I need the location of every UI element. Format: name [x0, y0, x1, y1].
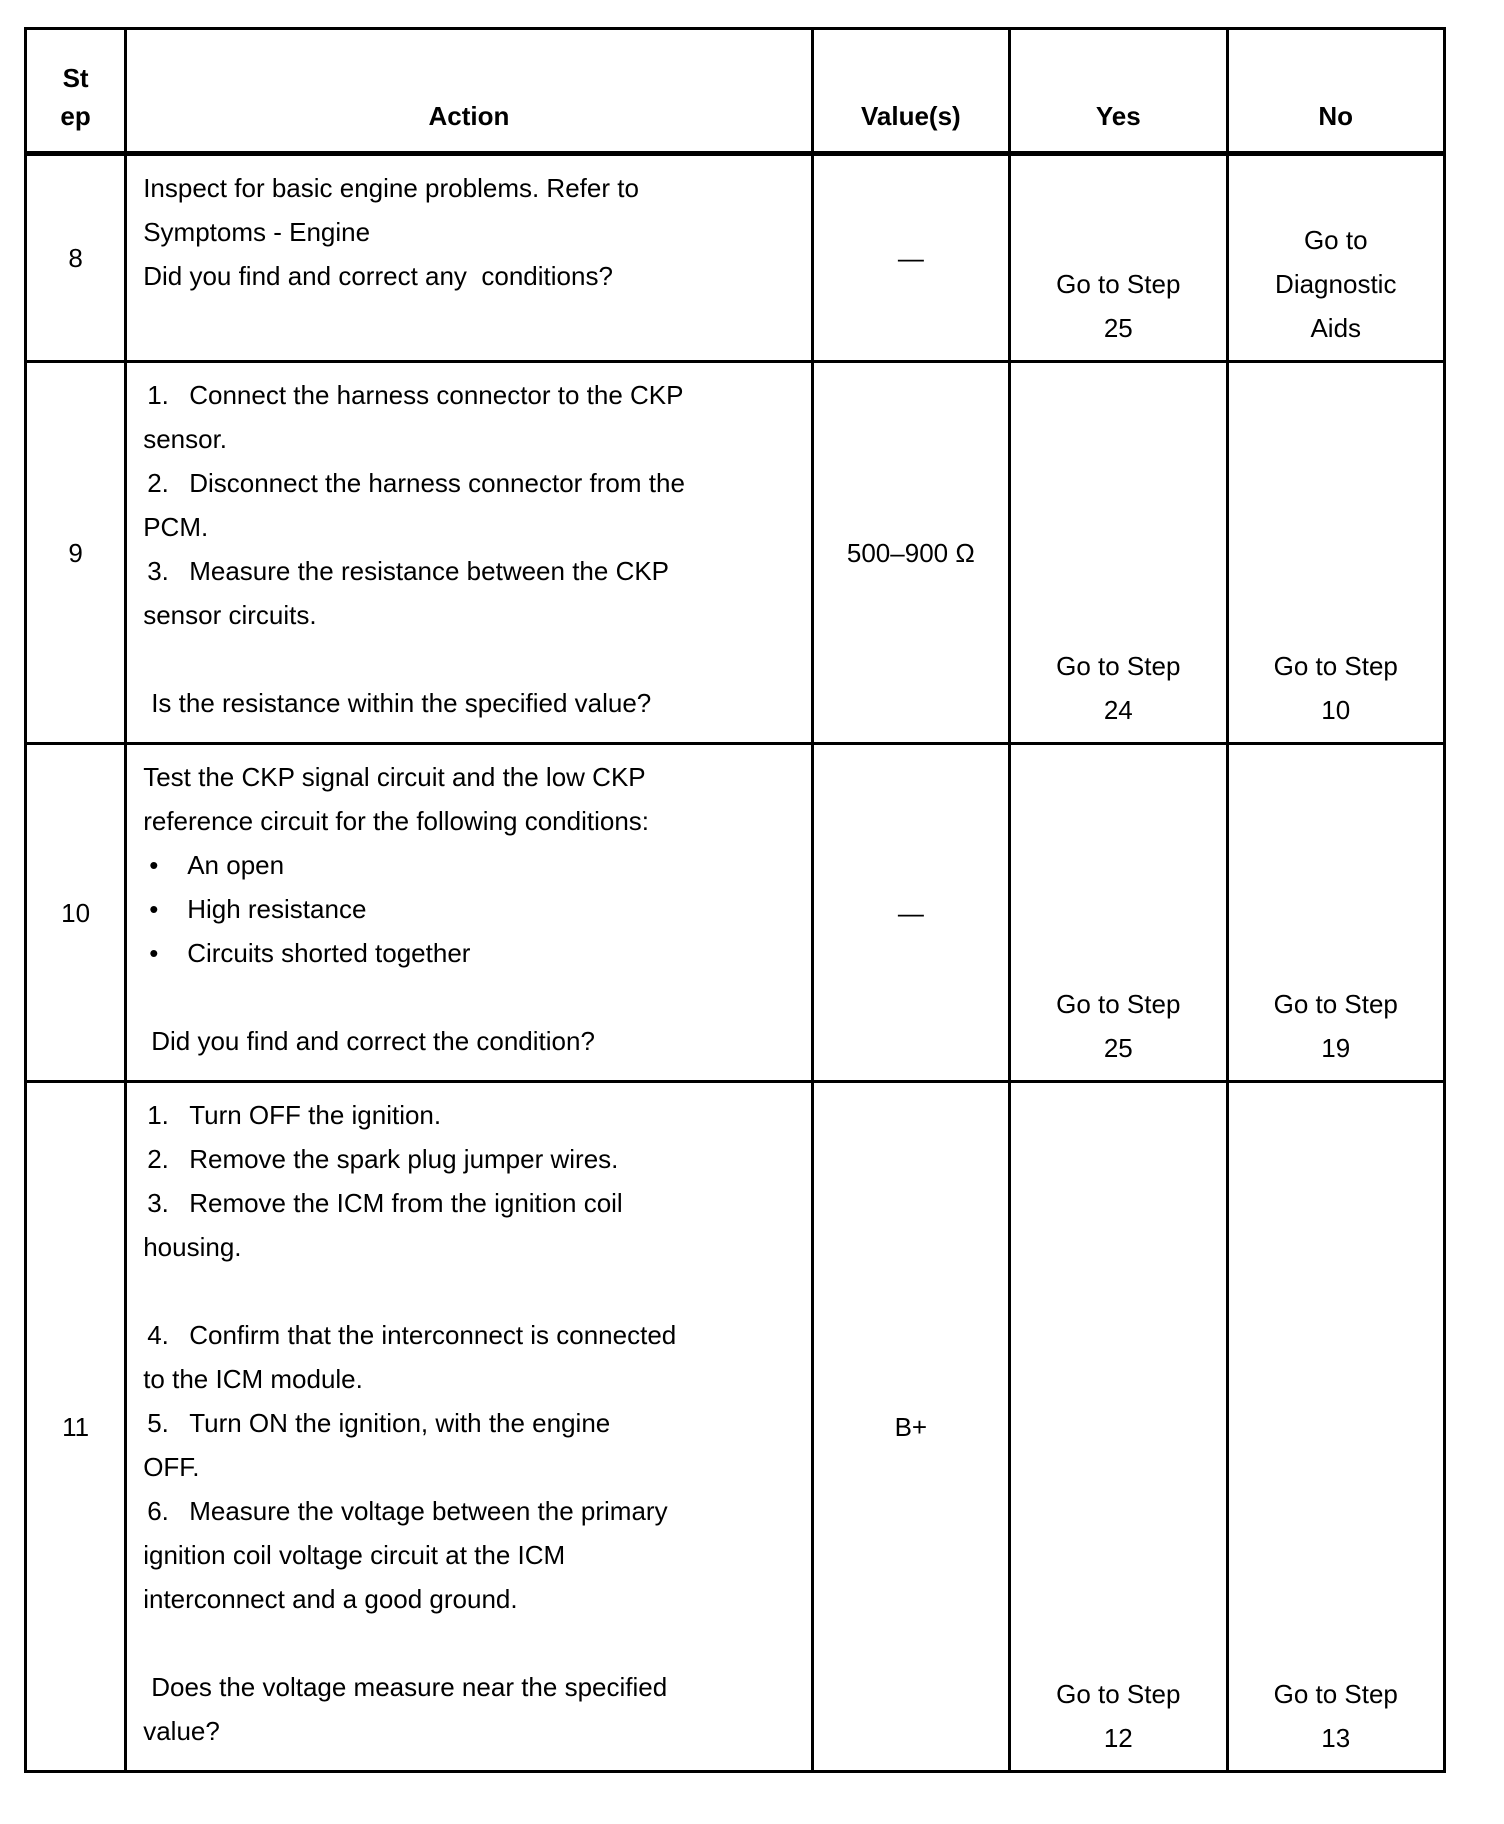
- action-text: Did you find and correct any conditions?: [143, 261, 613, 291]
- yes-text: Go to Step: [1056, 651, 1181, 681]
- yes-step: 24: [1103, 695, 1133, 725]
- table-row-step-8: [26, 154, 1445, 362]
- bullet-text: High resistance: [187, 894, 367, 924]
- header-step-line-1: St: [62, 63, 89, 93]
- numbered-item: [143, 1401, 796, 1445]
- item-continuation: OFF.: [143, 1452, 200, 1482]
- no-text: Aids: [1310, 313, 1362, 343]
- item-number: 3.: [147, 1188, 169, 1218]
- item-number: 2.: [147, 468, 169, 498]
- item-continuation: interconnect and a good ground.: [143, 1584, 518, 1614]
- item-continuation: sensor.: [143, 424, 228, 454]
- numbered-item: [143, 1313, 796, 1357]
- no-step: 13: [1321, 1723, 1351, 1753]
- spacer: [143, 1269, 796, 1313]
- no-text: Go to Step: [1273, 1679, 1398, 1709]
- bullet-icon: •: [149, 850, 159, 880]
- item-continuation: ignition coil voltage circuit at the ICM: [143, 1540, 566, 1570]
- item-number: 5.: [147, 1408, 169, 1438]
- bullet-icon: •: [149, 938, 159, 968]
- question-continuation: value?: [143, 1716, 220, 1746]
- question-text: Does the voltage measure near the specified: [151, 1672, 668, 1702]
- item-number: 1.: [147, 1100, 169, 1130]
- no-text: Go to Step: [1273, 989, 1398, 1019]
- no-cell: [1227, 362, 1445, 744]
- item-continuation: housing.: [143, 1232, 242, 1262]
- item-text: Turn ON the ignition, with the engine: [189, 1408, 611, 1438]
- no-step: 10: [1321, 695, 1351, 725]
- action-cell: [126, 362, 812, 744]
- header-yes: Yes: [1010, 29, 1227, 154]
- no-cell: [1227, 154, 1445, 362]
- item-number: 4.: [147, 1320, 169, 1350]
- spacer: [143, 1621, 796, 1665]
- yes-cell: [1010, 1082, 1227, 1772]
- question-text: Is the resistance within the specified value?: [151, 688, 652, 718]
- action-text: Symptoms - Engine: [143, 217, 371, 247]
- bullet-item: [143, 887, 796, 931]
- item-continuation: to the ICM module.: [143, 1364, 363, 1394]
- item-number: 6.: [147, 1496, 169, 1526]
- numbered-item: [143, 1137, 796, 1181]
- value-cell: —: [812, 744, 1009, 1082]
- header-step: [26, 29, 126, 154]
- numbered-item: [143, 461, 796, 505]
- step-number: 8: [26, 154, 126, 362]
- yes-text: Go to Step: [1056, 989, 1181, 1019]
- yes-text: Go to Step: [1056, 1679, 1181, 1709]
- table-row-step-10: [26, 744, 1445, 1082]
- numbered-item: [143, 1489, 796, 1533]
- step-number: 10: [26, 744, 126, 1082]
- step-number: 11: [26, 1082, 126, 1772]
- yes-step: 12: [1103, 1723, 1133, 1753]
- value-cell: 500–900 Ω: [812, 362, 1009, 744]
- yes-step: 25: [1103, 1033, 1133, 1063]
- yes-text: Go to Step: [1056, 269, 1181, 299]
- item-text: Turn OFF the ignition.: [189, 1100, 442, 1130]
- action-text: reference circuit for the following conditions:: [143, 806, 650, 836]
- no-step: 19: [1321, 1033, 1351, 1063]
- no-text: Diagnostic: [1275, 269, 1397, 299]
- item-number: 1.: [147, 380, 169, 410]
- table-row-step-9: [26, 362, 1445, 744]
- no-text: Go to Step: [1273, 651, 1398, 681]
- header-no: No: [1227, 29, 1445, 154]
- yes-step: 25: [1103, 313, 1133, 343]
- action-cell: [126, 154, 812, 362]
- numbered-item: [143, 549, 796, 593]
- item-text: Connect the harness connector to the CKP: [189, 380, 684, 410]
- value-cell: —: [812, 154, 1009, 362]
- numbered-item: [143, 373, 796, 417]
- action-text: Inspect for basic engine problems. Refer to: [143, 173, 639, 203]
- question-text: Did you find and correct the condition?: [151, 1026, 595, 1056]
- yes-cell: [1010, 154, 1227, 362]
- item-text: Measure the resistance between the CKP: [189, 556, 670, 586]
- bullet-icon: •: [149, 894, 159, 924]
- no-text: Go to: [1303, 225, 1368, 255]
- bullet-item: [143, 931, 796, 975]
- item-number: 2.: [147, 1144, 169, 1174]
- table-row-step-11: [26, 1082, 1445, 1772]
- item-text: Remove the ICM from the ignition coil: [189, 1188, 623, 1218]
- header-step-line-2: ep: [60, 101, 91, 131]
- yes-cell: [1010, 744, 1227, 1082]
- diagnostic-table: [24, 27, 1446, 1773]
- action-text: Test the CKP signal circuit and the low CKP: [143, 762, 646, 792]
- action-cell: [126, 744, 812, 1082]
- yes-cell: [1010, 362, 1227, 744]
- value-cell: B+: [812, 1082, 1009, 1772]
- bullet-item: [143, 843, 796, 887]
- spacer: [143, 637, 796, 681]
- header-value: Value(s): [812, 29, 1009, 154]
- spacer: [143, 975, 796, 1019]
- action-cell: [126, 1082, 812, 1772]
- item-text: Measure the voltage between the primary: [189, 1496, 668, 1526]
- step-number: 9: [26, 362, 126, 744]
- bullet-text: An open: [187, 850, 285, 880]
- item-number: 3.: [147, 556, 169, 586]
- header-row: [26, 29, 1445, 154]
- no-cell: [1227, 744, 1445, 1082]
- item-text: Disconnect the harness connector from the: [189, 468, 685, 498]
- no-cell: [1227, 1082, 1445, 1772]
- item-continuation: sensor circuits.: [143, 600, 317, 630]
- bullet-text: Circuits shorted together: [187, 938, 471, 968]
- item-text: Remove the spark plug jumper wires.: [189, 1144, 619, 1174]
- item-text: Confirm that the interconnect is connected: [189, 1320, 677, 1350]
- item-continuation: PCM.: [143, 512, 209, 542]
- numbered-item: [143, 1181, 796, 1225]
- numbered-item: [143, 1093, 796, 1137]
- header-action: Action: [126, 29, 812, 154]
